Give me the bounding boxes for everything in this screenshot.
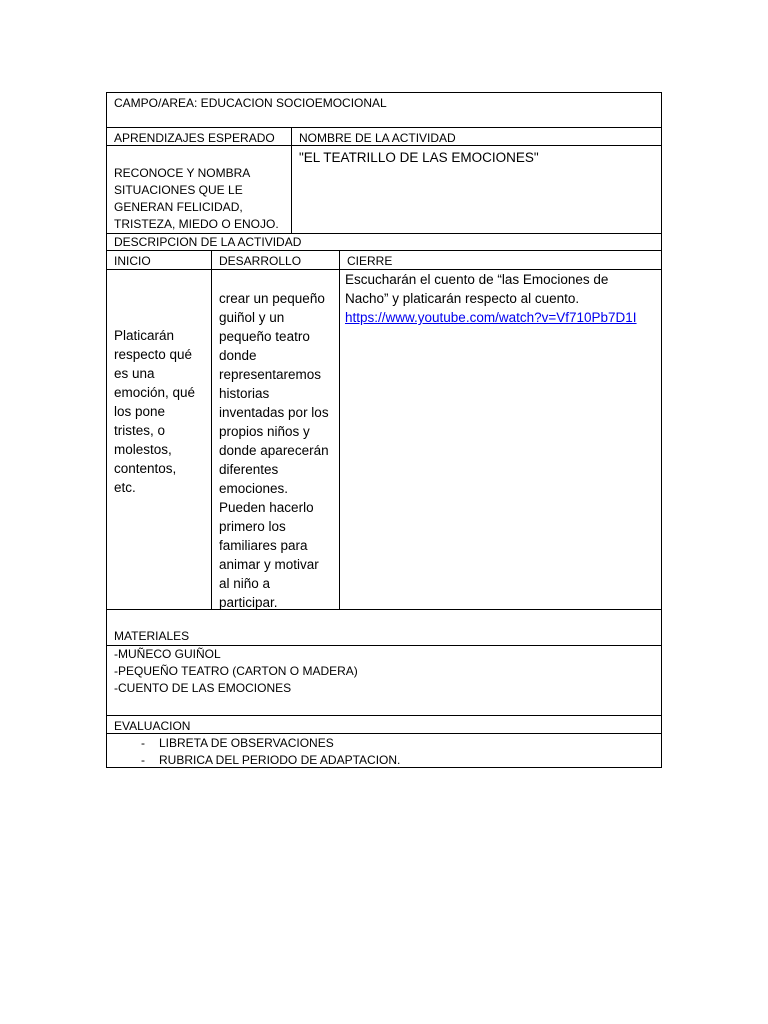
- aprendizajes-text: RECONOCE Y NOMBRA SITUACIONES QUE LE GENERAN FELICIDAD, TRISTEZA, MIEDO O ENOJO.: [114, 166, 279, 231]
- materiales-item: -PEQUEÑO TEATRO (CARTON O MADERA): [114, 664, 358, 678]
- materiales-header: MATERIALES: [114, 629, 190, 643]
- aprendizajes-header: APRENDIZAJES ESPERADO: [114, 131, 275, 145]
- descripcion-header: DESCRIPCION DE LA ACTIVIDAD: [114, 235, 302, 249]
- video-link[interactable]: https://www.youtube.com/watch?v=Vf710Pb7D1I: [345, 310, 637, 325]
- inicio-text: Platicarán respecto qué es una emoción, qué los pone tristes, o molestos, contentos, etc.: [114, 328, 196, 495]
- materiales-item: -CUENTO DE LAS EMOCIONES: [114, 681, 292, 695]
- cierre-text: Escucharán el cuento de “las Emociones de Nacho” y platicarán respecto al cuento.: [345, 272, 609, 306]
- cierre-header-cell: [339, 250, 662, 270]
- materiales-item: -MUÑECO GUIÑOL: [114, 647, 221, 661]
- campo-area-cell: [106, 92, 662, 128]
- campo-area-label: CAMPO/AREA: EDUCACION SOCIOEMOCIONAL: [114, 96, 387, 110]
- descripcion-header-cell: [106, 233, 662, 251]
- desarrollo-text-cell: [211, 269, 340, 610]
- evaluacion-list-cell: [106, 733, 662, 768]
- evaluacion-header: EVALUACION: [114, 719, 191, 733]
- inicio-header-cell: [106, 250, 212, 270]
- desarrollo-header-cell: [211, 250, 340, 270]
- aprendizajes-header-cell: [106, 127, 292, 146]
- cierre-text-cell: [339, 269, 662, 610]
- evaluacion-list: [114, 735, 654, 768]
- aprendizajes-text-cell: [106, 145, 292, 234]
- evaluacion-header-cell: [106, 715, 662, 734]
- desarrollo-text: crear un pequeño guiñol y un pequeño teatro donde representaremos historias inventadas por los propios niños y donde aparecerán diferentes emociones. Pueden hacerlo primero los familiares para animar y motivar al niño a participar.: [219, 291, 329, 610]
- cierre-header: CIERRE: [347, 254, 393, 268]
- actividad-name: "EL TEATRILLO DE LAS EMOCIONES": [299, 150, 539, 165]
- materiales-header-cell: [106, 609, 662, 646]
- inicio-text-cell: [106, 269, 212, 610]
- actividad-header: NOMBRE DE LA ACTIVIDAD: [299, 131, 456, 145]
- evaluacion-item: - LIBRETA DE OBSERVACIONES: [114, 735, 654, 752]
- desarrollo-header: DESARROLLO: [219, 254, 302, 268]
- actividad-header-cell: [291, 127, 662, 146]
- materiales-list-cell: [106, 645, 662, 716]
- actividad-name-cell: [291, 145, 662, 234]
- evaluacion-item: - RUBRICA DEL PERIODO DE ADAPTACION.: [114, 752, 654, 768]
- inicio-header: INICIO: [114, 254, 151, 268]
